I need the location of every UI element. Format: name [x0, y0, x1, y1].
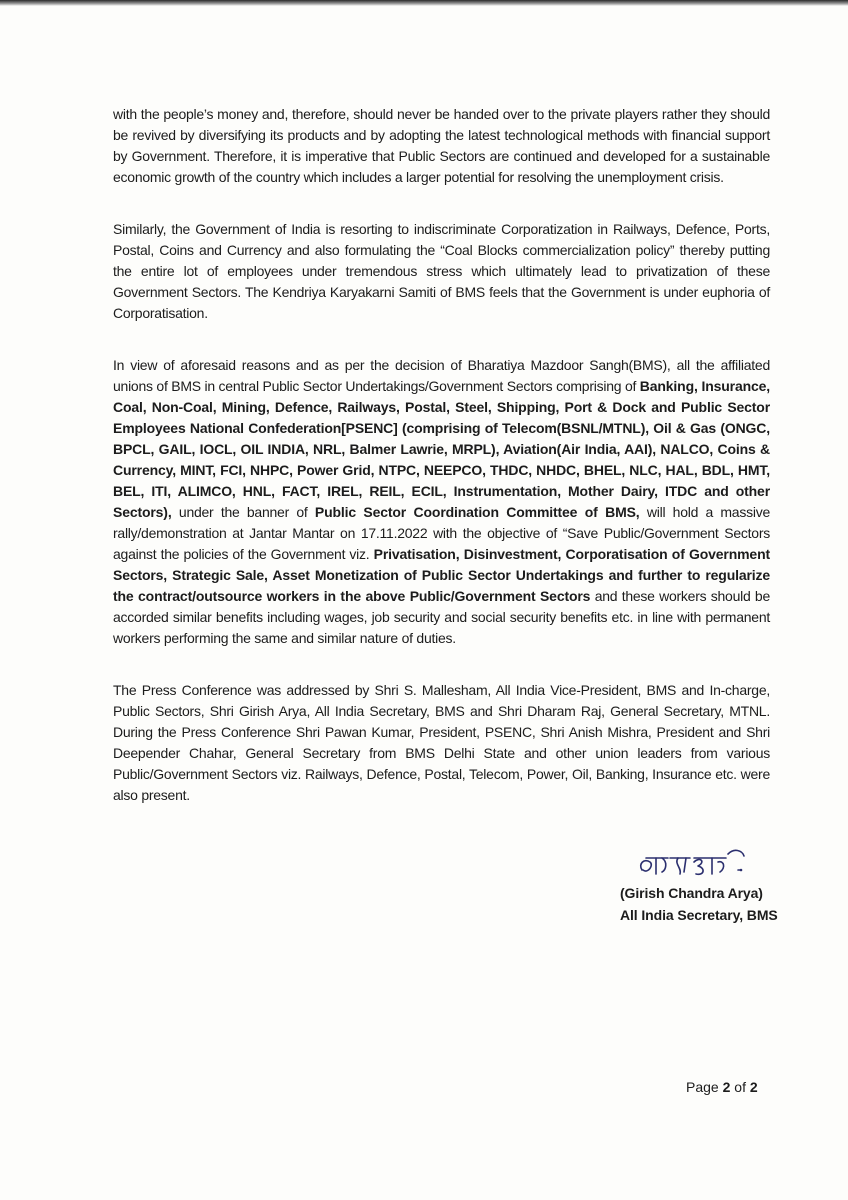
signatory-name: (Girish Chandra Arya) — [620, 885, 763, 901]
handwritten-signature — [634, 848, 794, 882]
paragraph-corporatization: Similarly, the Government of India is resorting to indiscriminate Corporatization in Railways, Defence, Ports, Postal, Coins and Currency and also formulating the “Coal Blocks commercialization policy” thereby putting the entire lot of employees under tremendous stress which ultimately lead to privatization of these Government Sectors. The Kendriya Karyakarni Samiti of BMS feels that the Government is under euphoria of Corporatisation. — [113, 221, 770, 321]
signature-block — [620, 848, 790, 926]
current-page: 2 — [722, 1079, 731, 1095]
signatory-designation: All India Secretary, BMS — [620, 907, 778, 923]
rally-text-intro: In view of aforesaid reasons and as per the decision of Bharatiya Mazdoor Sangh(BMS), all the affiliated unions of BMS in central Public Sector Undertakings/Government Sectors comprising of — [113, 357, 770, 394]
total-pages: 2 — [749, 1079, 758, 1095]
paragraph-rally-announcement — [113, 355, 770, 649]
scan-top-edge — [0, 0, 848, 6]
rally-demands: Privatisation, Disinvestment, Corporatisation of Government Sectors, Strategic Sale, Asset Monetization of Public Sector Undertakings and further to regularize the contract/outsource workers in the above Public/Government Sectors — [113, 546, 770, 604]
page-of-label: of — [730, 1079, 750, 1095]
page-label: Page — [686, 1079, 723, 1095]
rally-text-banner: under the banner of — [171, 504, 315, 520]
rally-sectors-list: Banking, Insurance, Coal, Non-Coal, Mining, Defence, Railways, Postal, Steel, Shipping, Port & Dock and Public Sector Employees National Confederation[PSENC] (comprising of Telecom(BSNL/MTNL), Oil & Gas (ONGC, BPCL, GAIL, IOCL, OIL INDIA, NRL, Balmer Lawrie, MRPL), Aviation(Air India, AAI), NALCO, Coins & Currency, MINT, FCI, NHPC, Power Grid, NTPC, NEEPCO, THDC, NHDC, BHEL, NLC, HAL, BDL, HMT, BEL, ITI, ALIMCO, HNL, FACT, IREL, REIL, ECIL, Instrumentation, Mother Dairy, ITDC and other Sectors), — [113, 378, 771, 520]
rally-text-objective: will hold a massive rally/demonstration at Jantar Mantar on 17.11.2022 with the objective of “Save Public/Government Sectors against the policies of the Government viz. — [113, 504, 770, 562]
rally-text-closing: and these workers should be accorded similar benefits including wages, job security and social security benefits etc. in line with permanent workers performing the same and similar nature of duties. — [113, 588, 770, 646]
paragraph-press-conference: The Press Conference was addressed by Shri S. Mallesham, All India Vice-President, BMS and In-charge, Public Sectors, Shri Girish Arya, All India Secretary, BMS and Shri Dharam Raj, General Secretary, MTNL. During the Press Conference Shri Pawan Kumar, President, PSENC, Shri Anish Mishra, President and Shri Deepender Chahar, General Secretary from BMS Delhi State and other union leaders from various Public/Government Sectors viz. Railways, Defence, Postal, Telecom, Power, Oil, Banking, Insurance etc. were also present. — [113, 682, 770, 803]
paragraph-public-sector-revival: with the people’s money and, therefore, should never be handed over to the private players rather they should be revived by diversifying its products and by adopting the latest technological methods with financial support by Government. Therefore, it is imperative that Public Sectors are continued and developed for a sustainable economic growth of the country which includes a larger potential for resolving the unemployment crisis. — [113, 106, 770, 185]
page-number — [686, 1079, 758, 1095]
rally-organizer: Public Sector Coordination Committee of BMS, — [314, 504, 640, 520]
document-body — [113, 104, 770, 837]
